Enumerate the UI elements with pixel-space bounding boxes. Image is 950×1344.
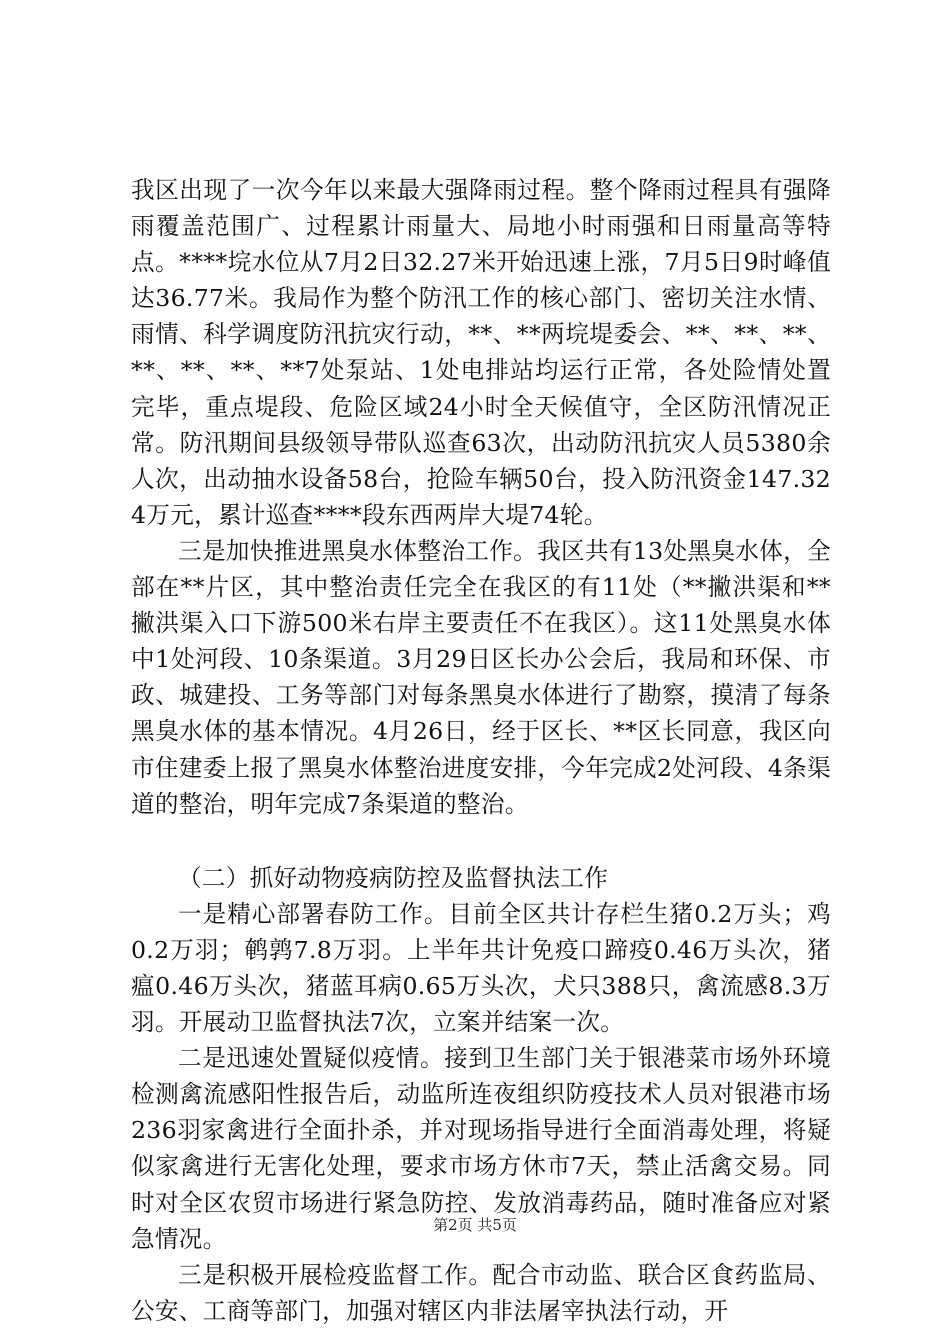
page-number-footer: 第2页 共5页 (433, 1216, 517, 1234)
paragraph-spring-prevention: 一是精心部署春防工作。目前全区共计存栏生猪0.2万头；鸡0.2万羽；鹌鹑7.8万羽。上半年共计免疫口蹄疫0.46万头次，猪瘟0.46万头次，猪蓝耳病0.65万头次，犬只388只，禽流感8.3万羽。开展动卫监督执法7次，立案并结案一次。 (131, 899, 831, 1037)
paragraph-flood-control: 我区出现了一次今年以来最大强降雨过程。整个降雨过程具有强降雨覆盖范围广、过程累计雨量大、局地小时雨强和日雨量高等特点。****垸水位从7月2日32.27米开始迅速上涨，7月5日9时峰值达36.77米。我局作为整个防汛工作的核心部门、密切关注水情、雨情、科学调度防汛抗灾行动，**、**两垸堤委会、**、**、**、**、**、**、**7处泵站、1处电排站均运行正常，各处险情处置完毕，重点堤段、危险区域24小时全天候值守，全区防汛情况正常。防汛期间县级领导带队巡查63次，出动防汛抗灾人员5380余人次，出动抽水设备58台，抢险车辆50台，投入防汛资金147.324万元，累计巡查****段东西两岸大堤74轮。 (131, 176, 831, 529)
paragraph-suspected-epidemic: 二是迅速处置疑似疫情。接到卫生部门关于银港菜市场外环境检测禽流感阳性报告后，动监所连夜组织防疫技术人员对银港市场236羽家禽进行全面扑杀，并对现场指导进行全面消毒处理，将疑似家禽进行无害化处理，要求市场方休市7天，禁止活禽交易。同时对全区农贸市场进行紧急防控、发放消毒药品，随时准备应对紧急情况。 (131, 1044, 831, 1253)
paragraph-black-odorous-water: 三是加快推进黑臭水体整治工作。我区共有13处黑臭水体，全部在**片区，其中整治责任完全在我区的有11处（**撇洪渠和**撇洪渠入口下游500米右岸主要责任不在我区）。这11处黑臭水体中1处河段、10条渠道。3月29日区长办公会后，我局和环保、市政、城建投、工务等部门对每条黑臭水体进行了勘察，摸清了每条黑臭水体的基本情况。4月26日，经于区长、**区长同意，我区向市住建委上报了黑臭水体整治进度安排，今年完成2处河段、4条渠道的整治，明年完成7条渠道的整治。 (131, 536, 831, 818)
paragraph-quarantine-supervision: 三是积极开展检疫监督工作。配合市动监、联合区食药监局、公安、工商等部门，加强对辖区内非法屠宰执法行动，开 (131, 1260, 831, 1325)
document-body (131, 172, 831, 1329)
section-heading: （二）抓好动物疫病防控及监督执法工作 (178, 863, 609, 892)
